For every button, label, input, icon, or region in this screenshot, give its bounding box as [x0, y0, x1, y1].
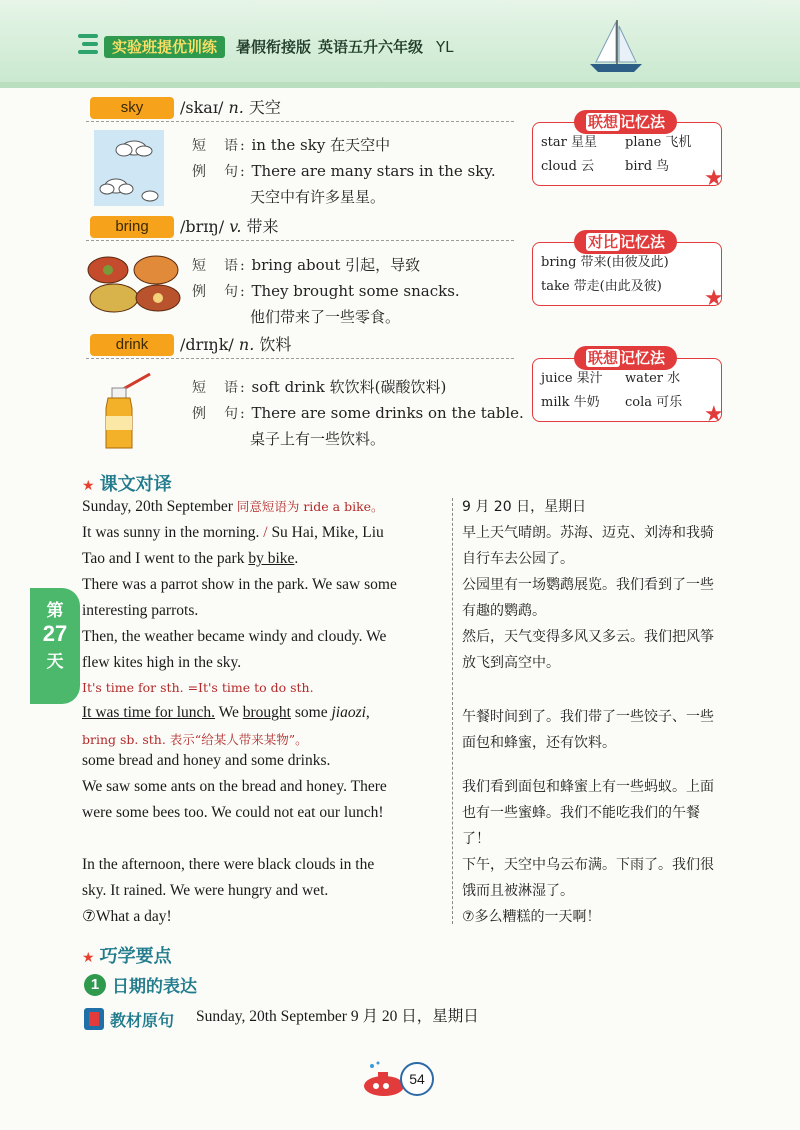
- phrase-label: 短 语:: [192, 138, 247, 154]
- star-icon: ★: [82, 478, 95, 494]
- text-en-line: There was a parrot show in the park. We saw some: [82, 576, 397, 593]
- book-icon: [84, 1008, 104, 1030]
- example-row-drink: [192, 402, 524, 425]
- text-en-line: ⑦What a day!: [82, 908, 172, 925]
- text-en-sentence: some: [290, 704, 332, 721]
- example-en: There are many stars in the sky.: [251, 162, 496, 180]
- text-en-line: Then, the weather became windy and cloudy. We: [82, 628, 387, 645]
- text-en-underlined: It was time for lunch.: [82, 704, 216, 721]
- memory-item: plane 飞机: [625, 135, 692, 150]
- page-number: 54: [400, 1062, 434, 1096]
- starfish-icon: ★: [704, 166, 724, 191]
- text-en-line: interesting parrots.: [82, 602, 199, 619]
- text-en-sentence: It was sunny in the morning.: [82, 524, 260, 541]
- sailboat-icon: [586, 18, 646, 76]
- drink-bottle-image: [100, 372, 160, 452]
- textbook-label: 教材原句: [110, 1011, 175, 1030]
- phrase-row-bring: [192, 254, 420, 277]
- memory-box-title: [574, 110, 677, 134]
- memory-item: take 带走(由此及彼): [541, 279, 662, 294]
- text-en-line: sky. It rained. We were hungry and wet.: [82, 882, 329, 899]
- text-en-date: Sunday, 20th September: [82, 498, 233, 515]
- day-tab-line: 第: [46, 601, 64, 621]
- memory-item: bird 鸟: [625, 159, 670, 174]
- example-en: They brought some snacks.: [251, 282, 460, 300]
- note-time-for: It's time for sth. =It's time to do sth.: [82, 680, 314, 695]
- word-meaning: 饮料: [259, 335, 292, 354]
- day-tab-number: 27: [42, 621, 68, 646]
- text-zh-line: 下午，天空中乌云布满。下雨了。我们很: [462, 857, 714, 873]
- example-zh-sky: 天空中有许多星星。: [250, 188, 386, 206]
- point-number-badge: 1: [84, 974, 106, 996]
- part-of-speech: n.: [238, 335, 255, 354]
- word-entry-bring: [180, 216, 279, 238]
- starfish-icon: ★: [704, 286, 724, 311]
- example-label: 例 句:: [192, 284, 247, 300]
- text-en-sentence: We: [215, 704, 243, 721]
- text-zh-line: 我们看到面包和蜂蜜上有一些蚂蚁。上面: [462, 779, 714, 795]
- text-en-line: were some bees too. We could not eat our lunch!: [82, 804, 384, 821]
- memory-item: cloud 云: [541, 159, 595, 174]
- example-zh-bring: 他们带来了一些零食。: [250, 308, 401, 326]
- memory-item: water 水: [625, 371, 681, 386]
- phrase-row-drink: [192, 376, 446, 399]
- example-row-bring: [192, 280, 460, 303]
- phrase-label: 短 语:: [192, 380, 247, 396]
- text-en-line: [82, 700, 370, 726]
- memory-item: juice 果汁: [541, 371, 603, 386]
- phonetic: /skaɪ/: [180, 98, 224, 117]
- text-en-line: We saw some ants on the bread and honey. There: [82, 778, 387, 795]
- memory-item: milk 牛奶: [541, 395, 600, 410]
- text-zh-line: 了！: [462, 831, 490, 847]
- word-meaning: 天空: [248, 98, 281, 117]
- word-tag-bring: bring: [90, 216, 174, 238]
- example-label: 例 句:: [192, 164, 247, 180]
- word-meaning: 带来: [246, 217, 279, 236]
- example-en: There are some drinks on the table.: [251, 404, 524, 422]
- point-title: 日期的表达: [112, 977, 197, 997]
- grade-label: 英语五升六年级: [318, 38, 424, 56]
- section-heading-tips: [82, 942, 172, 968]
- memory-title-highlight: 联想: [588, 349, 619, 367]
- textbook-sentence: Sunday, 20th September 9 月 20 日，星期日: [196, 1008, 479, 1025]
- phrase-row-sky: [192, 134, 390, 157]
- memory-title-highlight: 联想: [588, 113, 619, 131]
- section-heading-translation: [82, 470, 172, 496]
- text-en-line: some bread and honey and some drinks.: [82, 752, 331, 769]
- example-zh-drink: 桌子上有一些饮料。: [250, 430, 386, 448]
- dashed-divider: [86, 121, 514, 122]
- text-en-line: [82, 520, 384, 546]
- text-en-sentence: .: [294, 550, 299, 567]
- memory-box-title: [574, 230, 677, 254]
- text-en-italic: jiaozi: [331, 704, 366, 721]
- text-en-date-line: [82, 494, 384, 520]
- text-zh-line: 有趣的鹦鹉。: [462, 603, 546, 619]
- text-zh-line: 9 月 20 日，星期日: [462, 499, 587, 515]
- sky-clouds-image: [94, 130, 164, 206]
- text-en-line: In the afternoon, there were black clouds in the: [82, 856, 375, 873]
- series-logo-icon: [78, 34, 106, 56]
- text-zh-line: 饿而且被淋湿了。: [462, 883, 574, 899]
- part-of-speech: n.: [228, 98, 244, 117]
- memory-title-highlight: 对比: [588, 233, 619, 251]
- header-divider: [0, 82, 800, 88]
- snacks-image: [86, 252, 182, 314]
- phrase-text: bring about 引起，导致: [251, 256, 421, 274]
- insert-mark-icon: /: [263, 524, 268, 541]
- phonetic: /drɪŋk/: [180, 335, 234, 354]
- note-bring-sb-sth: bring sb. sth. 表示“给某人带来某物”。: [82, 732, 308, 747]
- column-divider: [452, 498, 453, 924]
- phrase-text: in the sky 在天空中: [251, 136, 391, 154]
- code-label: YL: [436, 38, 454, 56]
- day-tab: [30, 588, 80, 704]
- phonetic: /brɪŋ/: [180, 217, 225, 236]
- memory-title-rest: 记忆法: [620, 349, 666, 367]
- text-en-sentence: ,: [365, 704, 370, 721]
- text-zh-line: 面包和蜂蜜，还有饮料。: [462, 735, 616, 751]
- text-en-underlined: by bike: [248, 550, 295, 567]
- phrase-label: 短 语:: [192, 258, 247, 274]
- memory-title-rest: 记忆法: [620, 233, 666, 251]
- memory-item: star 星星: [541, 135, 597, 150]
- dashed-divider: [86, 240, 514, 241]
- text-zh-line: 也有一些蜜蜂。我们不能吃我们的午餐: [462, 805, 700, 821]
- text-en-line: [82, 546, 298, 572]
- text-zh-line: 自行车去公园了。: [462, 551, 574, 567]
- phrase-text: soft drink 软饮料(碳酸饮料): [251, 378, 447, 396]
- memory-title-rest: 记忆法: [620, 113, 666, 131]
- text-en-sentence: Su Hai, Mike, Liu: [271, 524, 384, 541]
- word-entry-drink: [180, 334, 291, 356]
- part-of-speech: v.: [229, 217, 242, 236]
- text-zh-line: 然后，天气变得多风又多云。我们把风筝: [462, 629, 714, 645]
- text-zh-line: 午餐时间到了。我们带了一些饺子、一些: [462, 709, 714, 725]
- star-icon: ★: [82, 950, 95, 966]
- text-zh-line: 早上天气晴朗。苏海、迈克、刘涛和我骑: [462, 525, 714, 541]
- example-label: 例 句:: [192, 406, 247, 422]
- word-tag-drink: drink: [90, 334, 174, 356]
- memory-item: cola 可乐: [625, 395, 683, 410]
- section-title: 巧学要点: [99, 946, 172, 967]
- memory-box-title: [574, 346, 677, 370]
- text-en-underlined: brought: [242, 704, 291, 721]
- text-en-sentence: Tao and I went to the park: [82, 550, 249, 567]
- text-en-line: flew kites high in the sky.: [82, 654, 242, 671]
- note-ride-bike: 同意短语为 ride a bike。: [236, 499, 384, 514]
- example-row-sky: [192, 160, 496, 183]
- day-tab-line: 天: [46, 652, 64, 672]
- section-title: 课文对译: [99, 474, 172, 495]
- text-zh-line: 放飞到高空中。: [462, 655, 560, 671]
- word-tag-sky: sky: [90, 97, 174, 119]
- word-entry-sky: [180, 97, 281, 119]
- dashed-divider: [86, 358, 514, 359]
- edition-label: 暑假衔接版: [236, 38, 312, 56]
- text-zh-line: ⑦多么糟糕的一天啊！: [462, 909, 601, 925]
- memory-item: bring 带来(由彼及此): [541, 255, 669, 270]
- starfish-icon: ★: [704, 402, 724, 427]
- text-zh-line: 公园里有一场鹦鹉展览。我们看到了一些: [462, 577, 714, 593]
- series-title: 实验班提优训练: [104, 36, 225, 58]
